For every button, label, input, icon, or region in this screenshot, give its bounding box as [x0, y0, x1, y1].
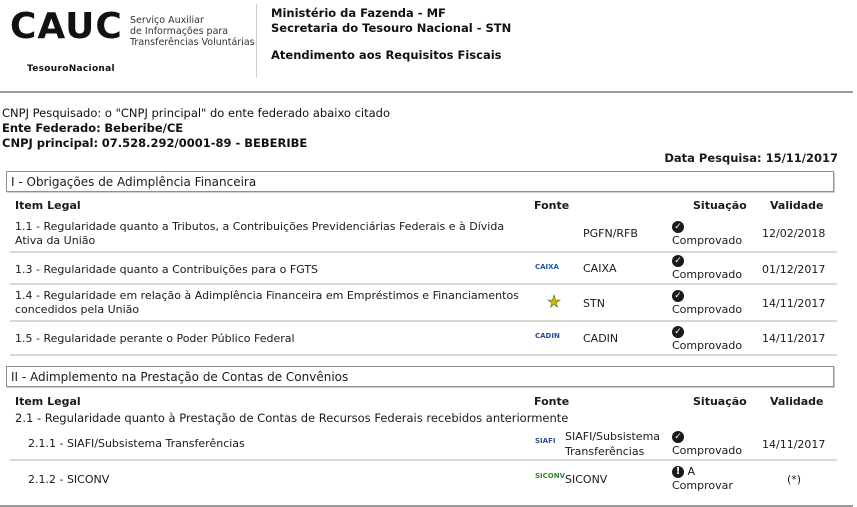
col-validade: Validade	[770, 199, 824, 212]
validade: 01/12/2017	[762, 263, 826, 276]
check-icon: ✓	[672, 255, 684, 267]
data-pesquisa	[664, 151, 838, 165]
logo-sub-line: Serviço Auxiliar	[130, 15, 204, 26]
table-row	[10, 215, 837, 253]
cnpj-pesquisado: CNPJ Pesquisado: o "CNPJ principal" do ente federado abaixo citado	[2, 106, 391, 120]
header-divider	[256, 4, 257, 78]
data-label: Data Pesquisa:	[664, 151, 762, 165]
table-row	[10, 285, 837, 322]
col-item: Item Legal	[15, 199, 81, 212]
situacao-label: Comprovado	[672, 234, 743, 247]
logo-sub-line: Transferências Voluntárias	[130, 37, 255, 48]
situacao	[672, 430, 742, 458]
situacao-label: Comprovado	[672, 339, 743, 352]
siafi-logo-icon: SIAFI	[535, 437, 556, 445]
situacao	[672, 289, 742, 317]
check-icon: ✓	[672, 431, 684, 443]
page-header	[0, 0, 857, 92]
item-legal: 1.5 - Regularidade perante o Poder Público Federal	[15, 332, 295, 345]
col-fonte: Fonte	[534, 199, 570, 212]
caixa-logo-icon: CAIXA	[535, 263, 559, 271]
situacao	[672, 465, 742, 493]
ministry-title: Ministério da Fazenda - MF	[271, 6, 446, 20]
ente-federado	[2, 121, 390, 136]
item-legal: 1.4 - Regularidade em relação à Adimplência Financeira em Empréstimos e Financiamentos concedidos pela União	[15, 289, 519, 316]
col-fonte: Fonte	[534, 395, 570, 408]
cnpj-value: 07.528.292/0001-89 - BEBERIBE	[101, 136, 308, 150]
fonte: CADIN	[583, 332, 619, 345]
cnpj-principal	[2, 136, 390, 151]
item-legal: 1.1 - Regularidade quanto a Tributos, a Contribuições Previdenciárias Federais e à Dívida Ativa da União	[15, 220, 505, 247]
validade: 14/11/2017	[762, 297, 826, 310]
col-situacao: Situação	[693, 395, 747, 408]
cadin-logo-icon: CADIN	[535, 332, 560, 340]
atendimento-title: Atendimento aos Requisitos Fiscais	[271, 48, 502, 62]
table-row	[10, 427, 837, 461]
ente-value: Beberibe/CE	[104, 121, 184, 135]
fonte: PGFN/RFB	[583, 227, 638, 240]
situacao	[672, 220, 742, 248]
situacao-label: Comprovado	[672, 268, 743, 281]
col-item: Item Legal	[15, 395, 81, 408]
validade: 14/11/2017	[762, 332, 826, 345]
section-2-title: II - Adimplemento na Prestação de Contas de Convênios	[6, 366, 834, 387]
subsection-2-1: 2.1 - Regularidade quanto à Prestação de Contas de Recursos Federais recebidos anteriormente	[15, 411, 569, 425]
fonte: SICONV	[565, 473, 608, 486]
stn-star-icon	[546, 294, 562, 310]
col-validade: Validade	[770, 395, 824, 408]
warning-icon: !	[672, 466, 684, 478]
header-rule	[0, 91, 853, 93]
cnpj-label: CNPJ principal:	[2, 136, 99, 150]
table-row	[10, 461, 837, 497]
cauc-logo: CAUC	[10, 6, 123, 47]
table-row	[10, 322, 837, 356]
situacao	[672, 325, 742, 353]
logo-sub-line: de Informações para	[130, 26, 229, 37]
fonte: SIAFI/Subsistema Transferências	[565, 430, 661, 458]
situacao-label: A Comprovar	[672, 465, 733, 492]
siconv-logo-icon: SICONV	[535, 472, 566, 480]
ente-label: Ente Federado:	[2, 121, 101, 135]
validade: (*)	[787, 473, 802, 486]
fonte: CAIXA	[583, 262, 617, 275]
data-value: 15/11/2017	[765, 151, 838, 165]
cauc-logo-subtitle	[130, 15, 255, 48]
header-titles	[271, 6, 511, 63]
situacao-label: Comprovado	[672, 303, 743, 316]
item-legal: 2.1.1 - SIAFI/Subsistema Transferências	[28, 437, 245, 450]
validade: 14/11/2017	[762, 438, 826, 451]
check-icon: ✓	[672, 221, 684, 233]
check-icon: ✓	[672, 290, 684, 302]
fonte: STN	[583, 297, 605, 310]
check-icon: ✓	[672, 326, 684, 338]
tesouro-nacional-logo: TesouroNacional	[27, 64, 115, 74]
item-legal: 1.3 - Regularidade quanto a Contribuições para o FGTS	[15, 263, 319, 276]
search-info	[2, 106, 390, 151]
item-legal: 2.1.2 - SICONV	[28, 473, 110, 486]
validade: 12/02/2018	[762, 227, 826, 240]
secretaria-title: Secretaria do Tesouro Nacional - STN	[271, 21, 512, 35]
situacao	[672, 254, 742, 282]
table-row	[10, 253, 837, 285]
situacao-label: Comprovado	[672, 444, 743, 457]
section-1-title: I - Obrigações de Adimplência Financeira	[6, 171, 834, 192]
col-situacao: Situação	[693, 199, 747, 212]
